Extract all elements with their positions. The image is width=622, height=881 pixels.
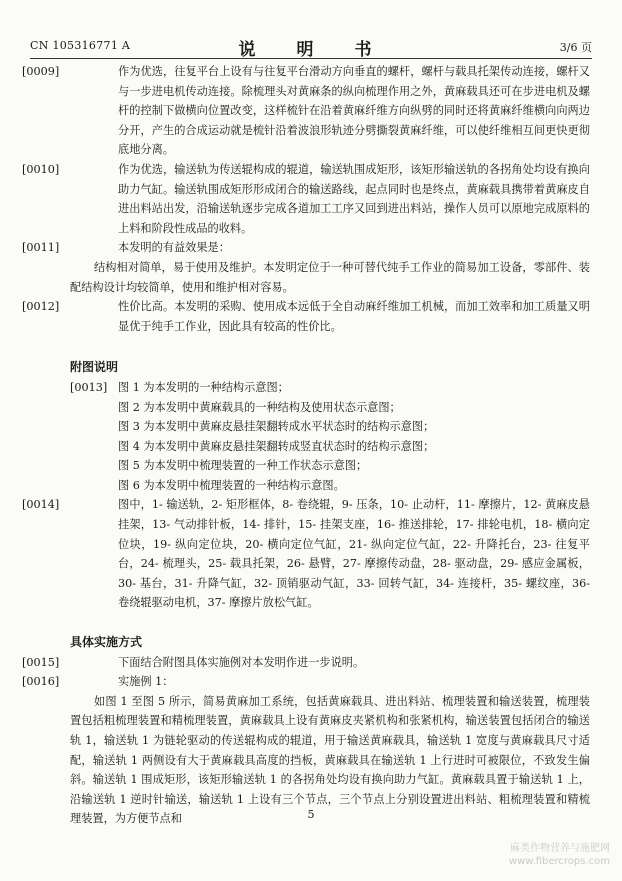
- paragraph-0015: [22, 653, 590, 673]
- section-heading-figures: 附图说明: [70, 360, 119, 375]
- paragraph-0010: [22, 160, 590, 238]
- paragraph-text: 作为优选，输送轨为传送辊构成的辊道，输送轨围成矩形，该矩形输送轨的各拐角处均设有换向助力气缸。输送轨围成矩形形成闭合的输送路线，起点同时也是终点，黄麻载具携带着黄麻皮自进出料站出发，沿输送轨逐步完成各道加工工序又回到进出料站，操作人员可以原地完成原料的上料和阶段性成品的收料。: [118, 162, 590, 235]
- paragraph-text: 下面结合附图具体实施例对本发明作进一步说明。: [118, 655, 365, 669]
- header-rule: [30, 58, 592, 59]
- figure-caption: 图 4 为本发明中黄麻皮悬挂架翻转成竖直状态时的结构示意图；: [118, 439, 435, 453]
- paragraph-text: 图中，1- 输送轨，2- 矩形框体，8- 卷绕辊，9- 压条，10- 止动杆，11- 摩擦片，12- 黄麻皮悬挂架，13- 气动排针板，14- 排针，15- 挂架支座，16- 推送排轮，17- 排轮电机，18- 横向定位块，19- 纵向定位块，20- 横向定位气缸，21- 纵向定位气缸，22- 升降托台，23- 往复平台，24- 梳理头，25- 载具托架，26- 悬臂，27- 摩擦传动盘，28- 驱动盘，29- 感应金属板，30- 基台，31- 升降气缸，32- 顶销驱动气缸，33- 回转气缸，34- 连接杆，35- 螺纹座，36- 卷绕辊驱动电机，37- 摩擦片放松气缸。: [118, 498, 590, 610]
- page-indicator: 3/6 页: [559, 41, 592, 54]
- document-body: [22, 62, 590, 829]
- paragraph-0014: [22, 495, 590, 613]
- figure-caption: 图 6 为本发明中梳理装置的一种结构示意图。: [118, 478, 345, 492]
- paragraph-0016-body: 如图 1 至图 5 所示，简易黄麻加工系统，包括黄麻载具、进出料站、梳理装置和输送装置，梳理装置包括粗梳理装置和精梳理装置，黄麻载具上设有黄麻皮夹紧机构和张紧机构，输送装置包括闭合的输送轨 1，输送轨 1 为链轮驱动的传送辊构成的辊道，用于输送黄麻载具，输送轨 1 宽度与黄麻载具尺寸适配，输送轨 1 两侧设有大于黄麻载具高度的挡板，黄麻载具在输送轨 1 上行进时可被限位，不致发生偏斜。输送轨 1 围成矩形，该矩形输送轨 1 的各拐角处均设有换向助力气缸。黄麻载具置于输送轨 1 上，沿输送轨 1 逆时针输送，输送轨 1 上设有三个节点，三个节点上分别设置进出料站、粗梳理装置和精梳理装置，为方便节点和: [70, 694, 590, 826]
- figure-caption: 图 2 为本发明中黄麻载具的一种结构及使用状态示意图；: [118, 400, 401, 414]
- paragraph-tag: [0009]: [22, 65, 60, 78]
- paragraph-0009: [22, 62, 590, 160]
- page-header: [30, 35, 592, 60]
- paragraph-tag: [0015]: [22, 655, 60, 669]
- paragraph-0013: [70, 378, 590, 398]
- paragraph-0011: [22, 238, 590, 258]
- paragraph-text: 性价比高。本发明的采购、使用成本远低于全自动麻纤维加工机械，而加工效率和加工质量又明显优于纯手工作业，因此具有较高的性价比。: [118, 300, 590, 333]
- paragraph-text: 作为优选，往复平台上设有与往复平台滑动方向垂直的螺杆，螺杆与载具托架传动连接，螺杆又与一步进电机传动连接。除梳理头对黄麻条的纵向梳理作用之外，黄麻载具还可在步进电机及螺杆的控制下做横向位置改变，这样梳针在沿着黄麻纤维方向纵劈的同时还将黄麻纤维横向向两边分开，产生的合成运动就是梳针沿着波浪形轨迹分劈撕裂黄麻纤维，可以使纤维相互间更快更彻底地分离。: [118, 65, 590, 157]
- paragraph-text: 实施例 1：: [118, 675, 174, 689]
- page-number: 5: [307, 808, 315, 821]
- paragraph-0012: [22, 297, 590, 336]
- publication-number: CN 105316771 A: [30, 39, 131, 52]
- paragraph-tag: [0012]: [22, 300, 60, 314]
- section-heading-implementation: 具体实施方式: [70, 635, 143, 650]
- watermark: [509, 842, 610, 868]
- paragraph-0016: [22, 672, 590, 692]
- paragraph-tag: [0010]: [22, 162, 60, 176]
- paragraph-tag: [0014]: [22, 498, 60, 512]
- figure-caption: 图 1 为本发明的一种结构示意图；: [118, 380, 289, 394]
- paragraph-tag: [0013]: [70, 380, 108, 394]
- paragraph-0011-body: 结构相对简单，易于使用及维护。本发明定位于一种可替代纯手工作业的简易加工设备，零部件、装配结构设计均较简单，使用和维护相对容易。: [70, 260, 590, 294]
- paragraph-tag: [0016]: [22, 675, 60, 689]
- figure-caption: 图 5 为本发明中梳理装置的一种工作状态示意图；: [118, 459, 368, 473]
- document-title: 说 明 书: [238, 40, 384, 60]
- paragraph-tag: [0011]: [22, 241, 60, 255]
- watermark-line: 麻类作物营养与施肥网: [510, 843, 610, 854]
- figure-caption: 图 3 为本发明中黄麻皮悬挂架翻转成水平状态时的结构示意图；: [118, 420, 435, 434]
- watermark-line: www.fibercrops.com: [508, 856, 610, 867]
- paragraph-text: 本发明的有益效果是：: [118, 241, 230, 255]
